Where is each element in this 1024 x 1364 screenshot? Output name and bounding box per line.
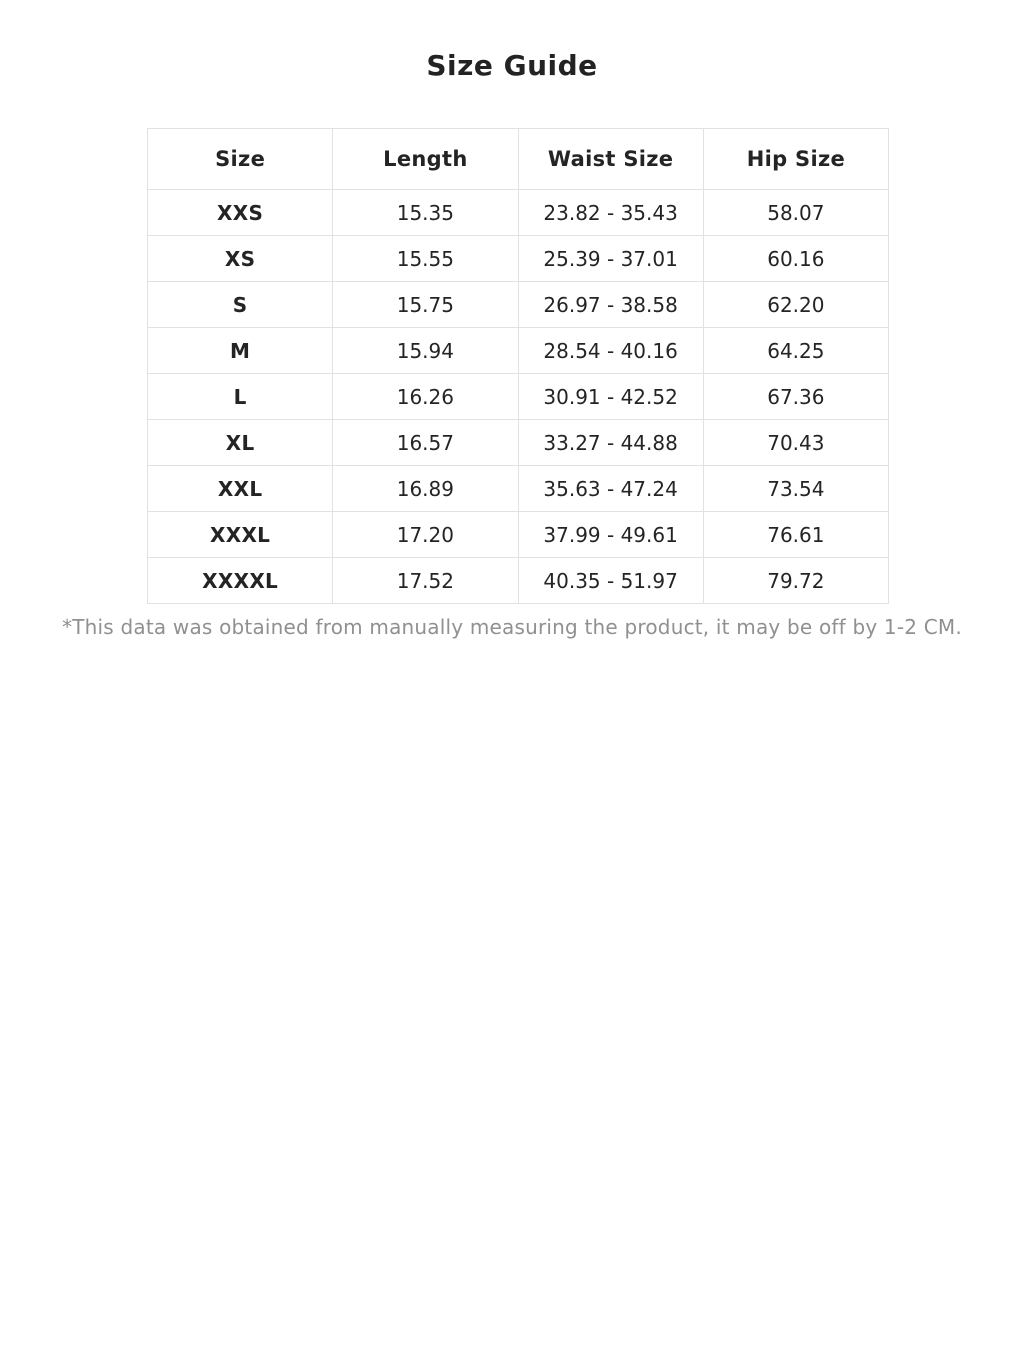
length-cell: 15.55 [333, 236, 518, 282]
hip-cell: 58.07 [703, 190, 888, 236]
length-cell: 15.75 [333, 282, 518, 328]
table-header-row [148, 129, 889, 190]
size-cell: XXXXL [148, 558, 333, 604]
length-cell: 16.26 [333, 374, 518, 420]
hip-cell: 76.61 [703, 512, 888, 558]
table-row [148, 328, 889, 374]
page-title: Size Guide [426, 49, 598, 82]
waist-cell: 33.27 - 44.88 [518, 420, 703, 466]
waist-cell: 26.97 - 38.58 [518, 282, 703, 328]
waist-cell: 23.82 - 35.43 [518, 190, 703, 236]
length-cell: 17.20 [333, 512, 518, 558]
column-header-length: Length [333, 129, 518, 190]
size-guide-table [147, 128, 889, 604]
size-cell: XXL [148, 466, 333, 512]
waist-cell: 35.63 - 47.24 [518, 466, 703, 512]
table-row [148, 236, 889, 282]
size-cell: M [148, 328, 333, 374]
size-cell: XS [148, 236, 333, 282]
column-header-size: Size [148, 129, 333, 190]
size-cell: XXXL [148, 512, 333, 558]
waist-cell: 40.35 - 51.97 [518, 558, 703, 604]
length-cell: 17.52 [333, 558, 518, 604]
waist-cell: 37.99 - 49.61 [518, 512, 703, 558]
table-row [148, 466, 889, 512]
column-header-hip-size: Hip Size [703, 129, 888, 190]
waist-cell: 28.54 - 40.16 [518, 328, 703, 374]
table-row [148, 190, 889, 236]
hip-cell: 73.54 [703, 466, 888, 512]
size-cell: XL [148, 420, 333, 466]
table-row [148, 512, 889, 558]
hip-cell: 67.36 [703, 374, 888, 420]
table-row [148, 558, 889, 604]
size-cell: XXS [148, 190, 333, 236]
hip-cell: 79.72 [703, 558, 888, 604]
footnote: *This data was obtained from manually measuring the product, it may be off by 1-2 CM. [62, 615, 962, 639]
waist-cell: 30.91 - 42.52 [518, 374, 703, 420]
length-cell: 15.35 [333, 190, 518, 236]
table-row [148, 374, 889, 420]
waist-cell: 25.39 - 37.01 [518, 236, 703, 282]
table-row [148, 282, 889, 328]
size-cell: L [148, 374, 333, 420]
hip-cell: 60.16 [703, 236, 888, 282]
column-header-waist-size: Waist Size [518, 129, 703, 190]
size-cell: S [148, 282, 333, 328]
hip-cell: 64.25 [703, 328, 888, 374]
hip-cell: 62.20 [703, 282, 888, 328]
table-row [148, 420, 889, 466]
length-cell: 15.94 [333, 328, 518, 374]
hip-cell: 70.43 [703, 420, 888, 466]
length-cell: 16.89 [333, 466, 518, 512]
length-cell: 16.57 [333, 420, 518, 466]
